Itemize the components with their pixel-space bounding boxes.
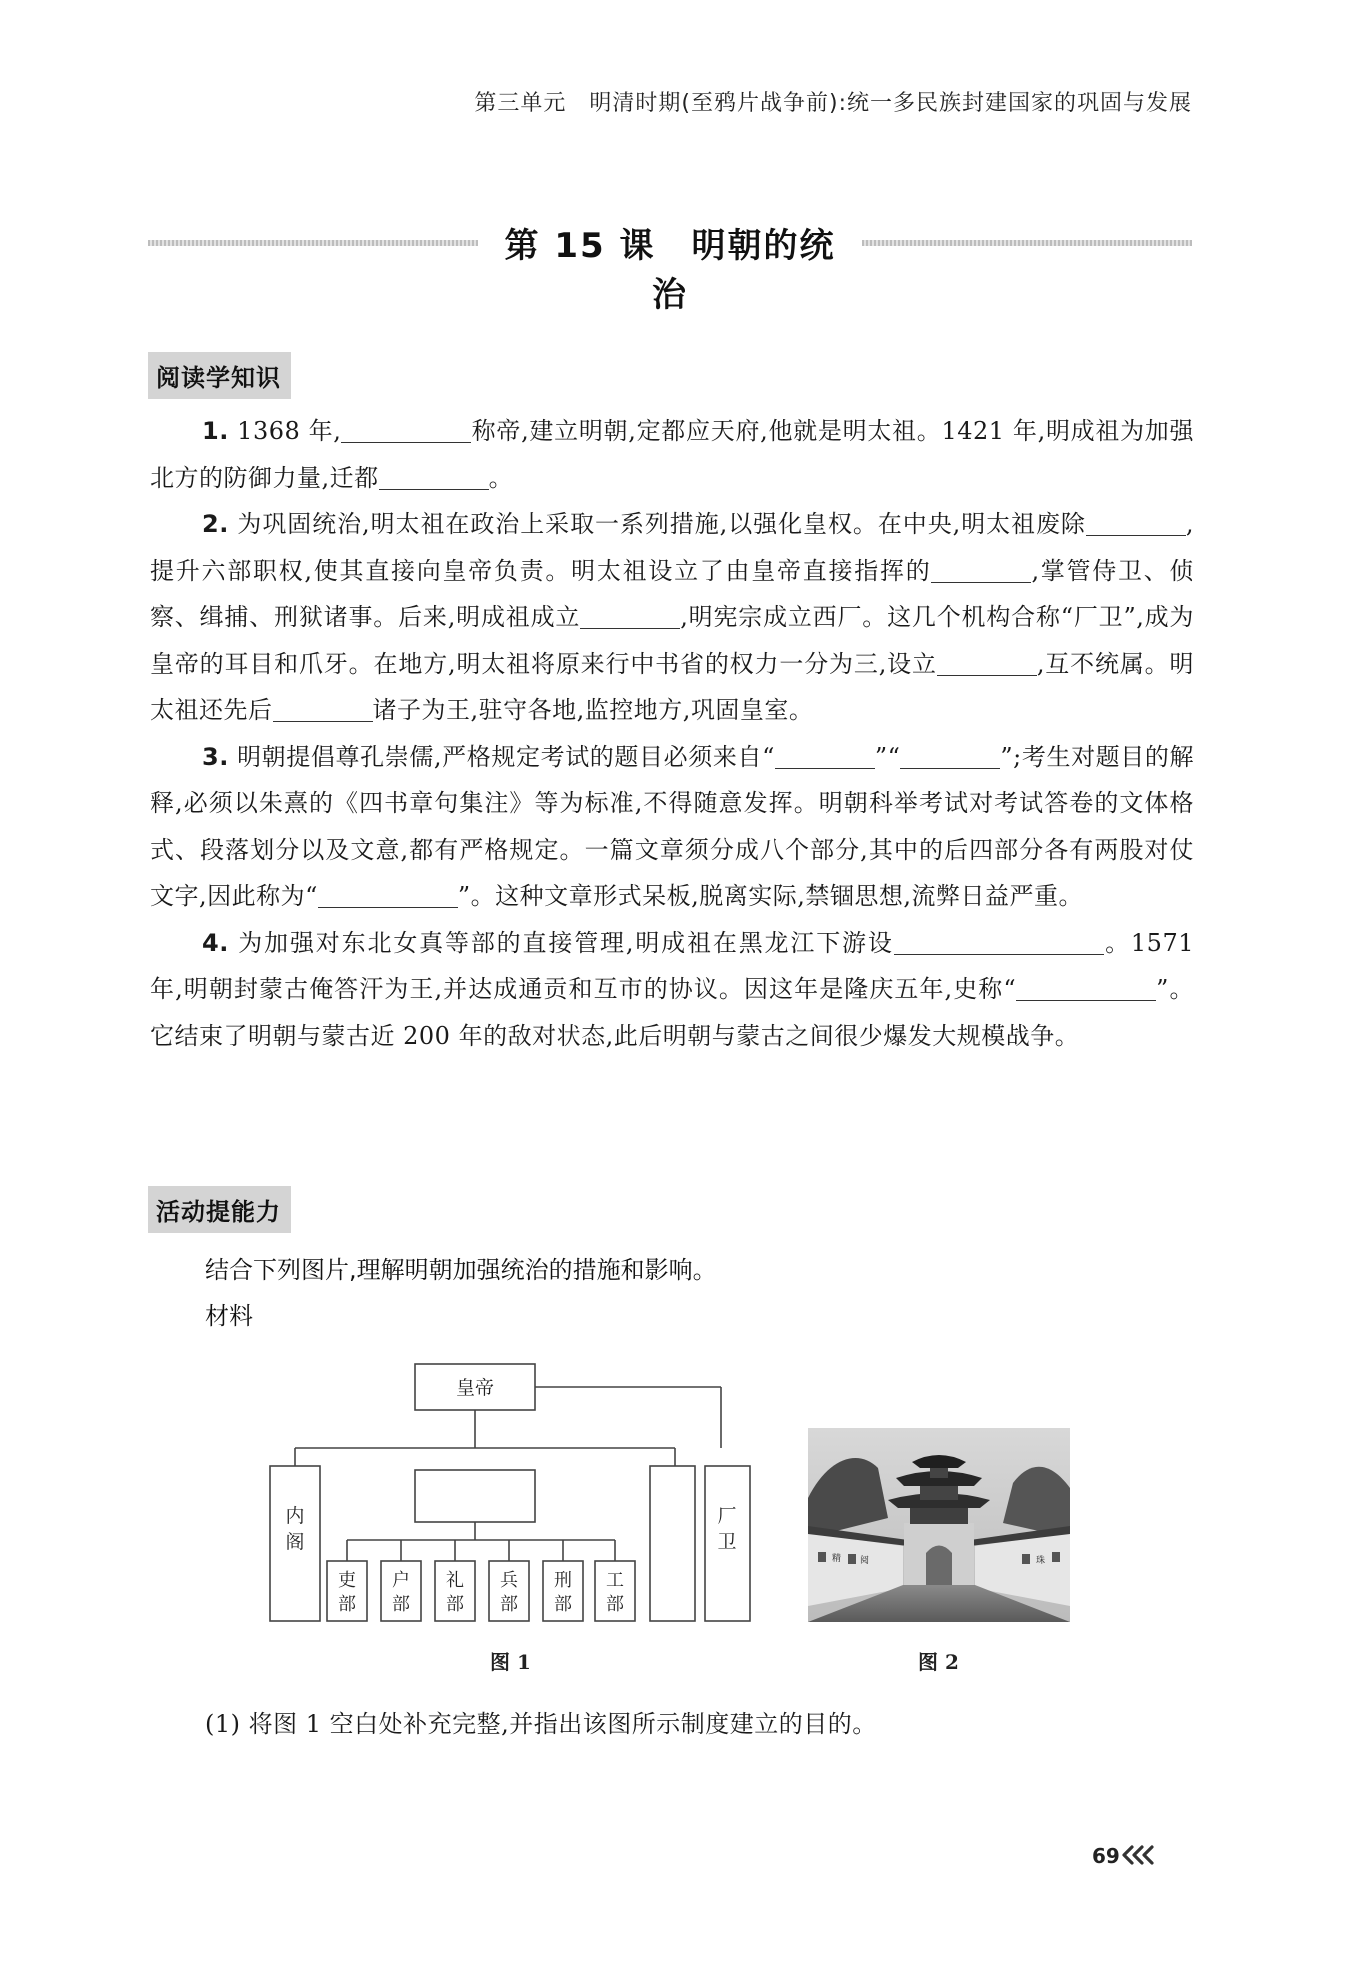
question-3: 3. 明朝提倡尊孔崇儒,严格规定考试的题目必须来自“ ”“ ”;考生对题目的解释,必须以朱熹的《四书章句集注》等为标准,不得随意发挥。明朝科举考试对考试答卷的文体格式、段落划分以及文意,都有严格规定。一篇文章须分成八个部分,其中的后四部分各有两股对仗文字,因此称为“ ”。这种文章形式呆板,脱离实际,禁锢思想,流弊日益严重。 bbox=[150, 742, 1195, 910]
ministry-label: 工部 bbox=[606, 1570, 624, 1615]
ministry-label: 礼部 bbox=[446, 1570, 464, 1615]
answer-blank[interactable] bbox=[894, 930, 1104, 955]
question-4: 4. 为加强对东北女真等部的直接管理,明成祖在黑龙江下游设 。1571 年,明朝封蒙古俺答汗为王,并达成通贡和互市的协议。因这年是隆庆五年,史称“ ”。它结束了明朝与蒙古近 200 年的敌对状态,此后明朝与蒙古之间很少爆发大规模战争。 bbox=[150, 928, 1194, 1050]
activity-intro: 结合下列图片,理解明朝加强统治的措施和影响。 bbox=[205, 1256, 717, 1284]
page-chevrons-icon bbox=[1120, 1843, 1160, 1867]
figure-1-caption: 图 1 bbox=[490, 1650, 531, 1674]
ministry-label: 户部 bbox=[392, 1570, 410, 1615]
pavilion-courtyard-image bbox=[808, 1428, 1070, 1622]
ministry-label: 吏部 bbox=[338, 1570, 356, 1615]
question-number: 1. bbox=[202, 417, 229, 445]
question-number: 3. bbox=[202, 742, 229, 771]
answer-blank[interactable] bbox=[900, 744, 1000, 769]
section-activity-heading: 活动提能力 bbox=[148, 1186, 291, 1233]
question-number: 2. bbox=[202, 510, 229, 538]
lesson-title-row bbox=[148, 218, 1192, 315]
title-rule-left bbox=[148, 240, 478, 246]
answer-blank[interactable] bbox=[937, 651, 1037, 676]
answer-blank[interactable] bbox=[1086, 511, 1186, 536]
figure-2-caption: 图 2 bbox=[918, 1650, 959, 1674]
ming-government-diagram bbox=[265, 1356, 765, 1626]
task-1: (1) 将图 1 空白处补充完整,并指出该图所示制度建立的目的。 bbox=[205, 1710, 877, 1738]
answer-blank[interactable] bbox=[318, 883, 458, 908]
question-1: 1. 1368 年, 称帝,建立明朝,定都应天府,他就是明太祖。1421 年,明成祖为加强北方的防御力量,迁都 。 bbox=[150, 417, 1194, 492]
answer-blank[interactable] bbox=[1016, 976, 1156, 1001]
answer-blank[interactable] bbox=[775, 744, 875, 769]
answer-blank[interactable] bbox=[341, 418, 471, 443]
blank-central-box[interactable] bbox=[415, 1470, 535, 1522]
emperor-label: 皇帝 bbox=[455, 1377, 495, 1399]
sign-right: 珠 bbox=[1036, 1556, 1046, 1566]
neige-label: 内阁 bbox=[285, 1505, 305, 1553]
answer-blank[interactable] bbox=[580, 604, 680, 629]
ministry-label: 兵部 bbox=[500, 1570, 518, 1615]
ministry-label: 刑部 bbox=[554, 1570, 572, 1615]
page-number: 69 bbox=[1092, 1844, 1120, 1868]
answer-blank[interactable] bbox=[931, 558, 1031, 583]
running-header: 第三单元 明清时期(至鸦片战争前):统一多民族封建国家的巩固与发展 bbox=[474, 91, 1192, 116]
answer-blank[interactable] bbox=[273, 697, 373, 722]
sign-left: 精 bbox=[832, 1554, 842, 1564]
sign-left-2: 阅 bbox=[860, 1556, 870, 1566]
section-reading-heading: 阅读学知识 bbox=[148, 352, 291, 399]
question-2: 2. 为巩固统治,明太祖在政治上采取一系列措施,以强化皇权。在中央,明太祖废除 ,提升六部职权,使其直接向皇帝负责。明太祖设立了由皇帝直接指挥的 ,掌管侍卫、侦察、缉捕、刑狱诸事。后来,明成祖成立 ,明宪宗成立西厂。这几个机构合称“厂卫”,成为皇帝的耳目和爪牙。在地方,明太祖将原来行中书省的权力一分为三,设立 ,互不统属。明太祖还先后 诸子为王,驻守各地,监控地方,巩固皇室。 bbox=[150, 510, 1194, 724]
reading-questions bbox=[150, 408, 1194, 1059]
figure-2-photo bbox=[808, 1428, 1070, 1622]
question-number: 4. bbox=[202, 928, 229, 957]
blank-right-box[interactable] bbox=[650, 1466, 695, 1621]
lesson-title: 第 15 课 明朝的统治 bbox=[504, 226, 836, 315]
answer-blank[interactable] bbox=[379, 465, 489, 490]
title-rule-right bbox=[862, 240, 1192, 246]
changwei-label: 厂卫 bbox=[717, 1505, 737, 1553]
material-label: 材料 bbox=[205, 1302, 253, 1330]
